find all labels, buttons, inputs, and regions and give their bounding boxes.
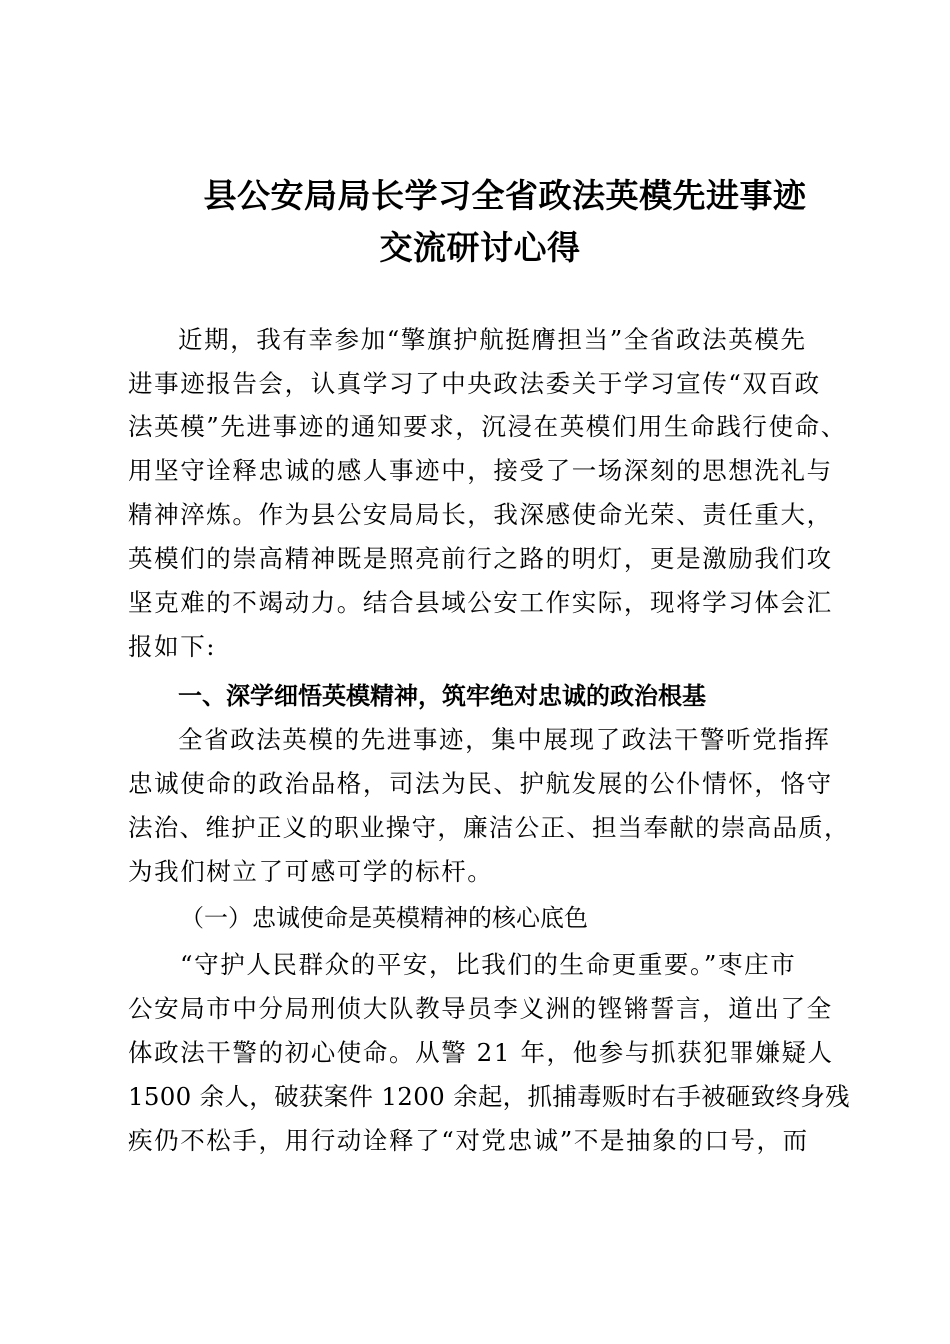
section-1-line: 全省政法英模的先进事迹，集中展现了政法干警听党指挥 (178, 725, 831, 754)
intro-line: 进事迹报告会，认真学习了中央政法委关于学习宣传“双百政 (128, 369, 821, 398)
subsection-1-line: “守护人民群众的平安，比我们的生命更重要。”枣庄市 (180, 950, 797, 979)
intro-line: 精神淬炼。作为县公安局局长，我深感使命光荣、责任重大， (128, 500, 833, 529)
subsection-1-line: 疾仍不松手，用行动诠释了“对党忠诚”不是抽象的口号，而 (128, 1126, 809, 1155)
intro-line: 坚克难的不竭动力。结合县域公安工作实际，现将学习体会汇 (128, 588, 833, 617)
subsection-1-line: 公安局市中分局刑侦大队教导员李义洲的铿锵誓言，道出了全 (128, 994, 833, 1023)
intro-line: 报如下: (128, 632, 217, 661)
intro-line: 法英模”先进事迹的通知要求，沉浸在英模们用生命践行使命、 (128, 412, 847, 441)
subsection-1-line: 1500 余人，破获案件 1200 余起，抓捕毒贩时右手被砸致终身残 (128, 1082, 850, 1111)
subsection-1-line: 体政法干警的初心使命。从警 21 年，他参与抓获犯罪嫌疑人 (128, 1038, 834, 1067)
document-title-line-1: 县公安局局长学习全省政法英模先进事迹 (203, 176, 807, 215)
section-1-line: 忠诚使命的政治品格，司法为民、护航发展的公仆情怀，恪守 (128, 769, 833, 798)
document-title-line-2: 交流研讨心得 (379, 228, 581, 267)
intro-line: 近期，我有幸参加“擎旗护航挺膺担当”全省政法英模先 (178, 325, 807, 354)
intro-line: 英模们的崇高精神既是照亮前行之路的明灯，更是激励我们攻 (128, 544, 833, 573)
subsection-1-heading: （一）忠诚使命是英模精神的核心底色 (180, 904, 588, 932)
intro-line: 用坚守诠释忠诚的感人事迹中，接受了一场深刻的思想洗礼与 (128, 456, 833, 485)
section-1-line: 为我们树立了可感可学的标杆。 (128, 857, 494, 886)
section-1-line: 法治、维护正义的职业操守，廉洁公正、担当奉献的崇高品质， (128, 813, 850, 842)
section-1-heading: 一、深学细悟英模精神，筑牢绝对忠诚的政治根基 (178, 682, 706, 710)
